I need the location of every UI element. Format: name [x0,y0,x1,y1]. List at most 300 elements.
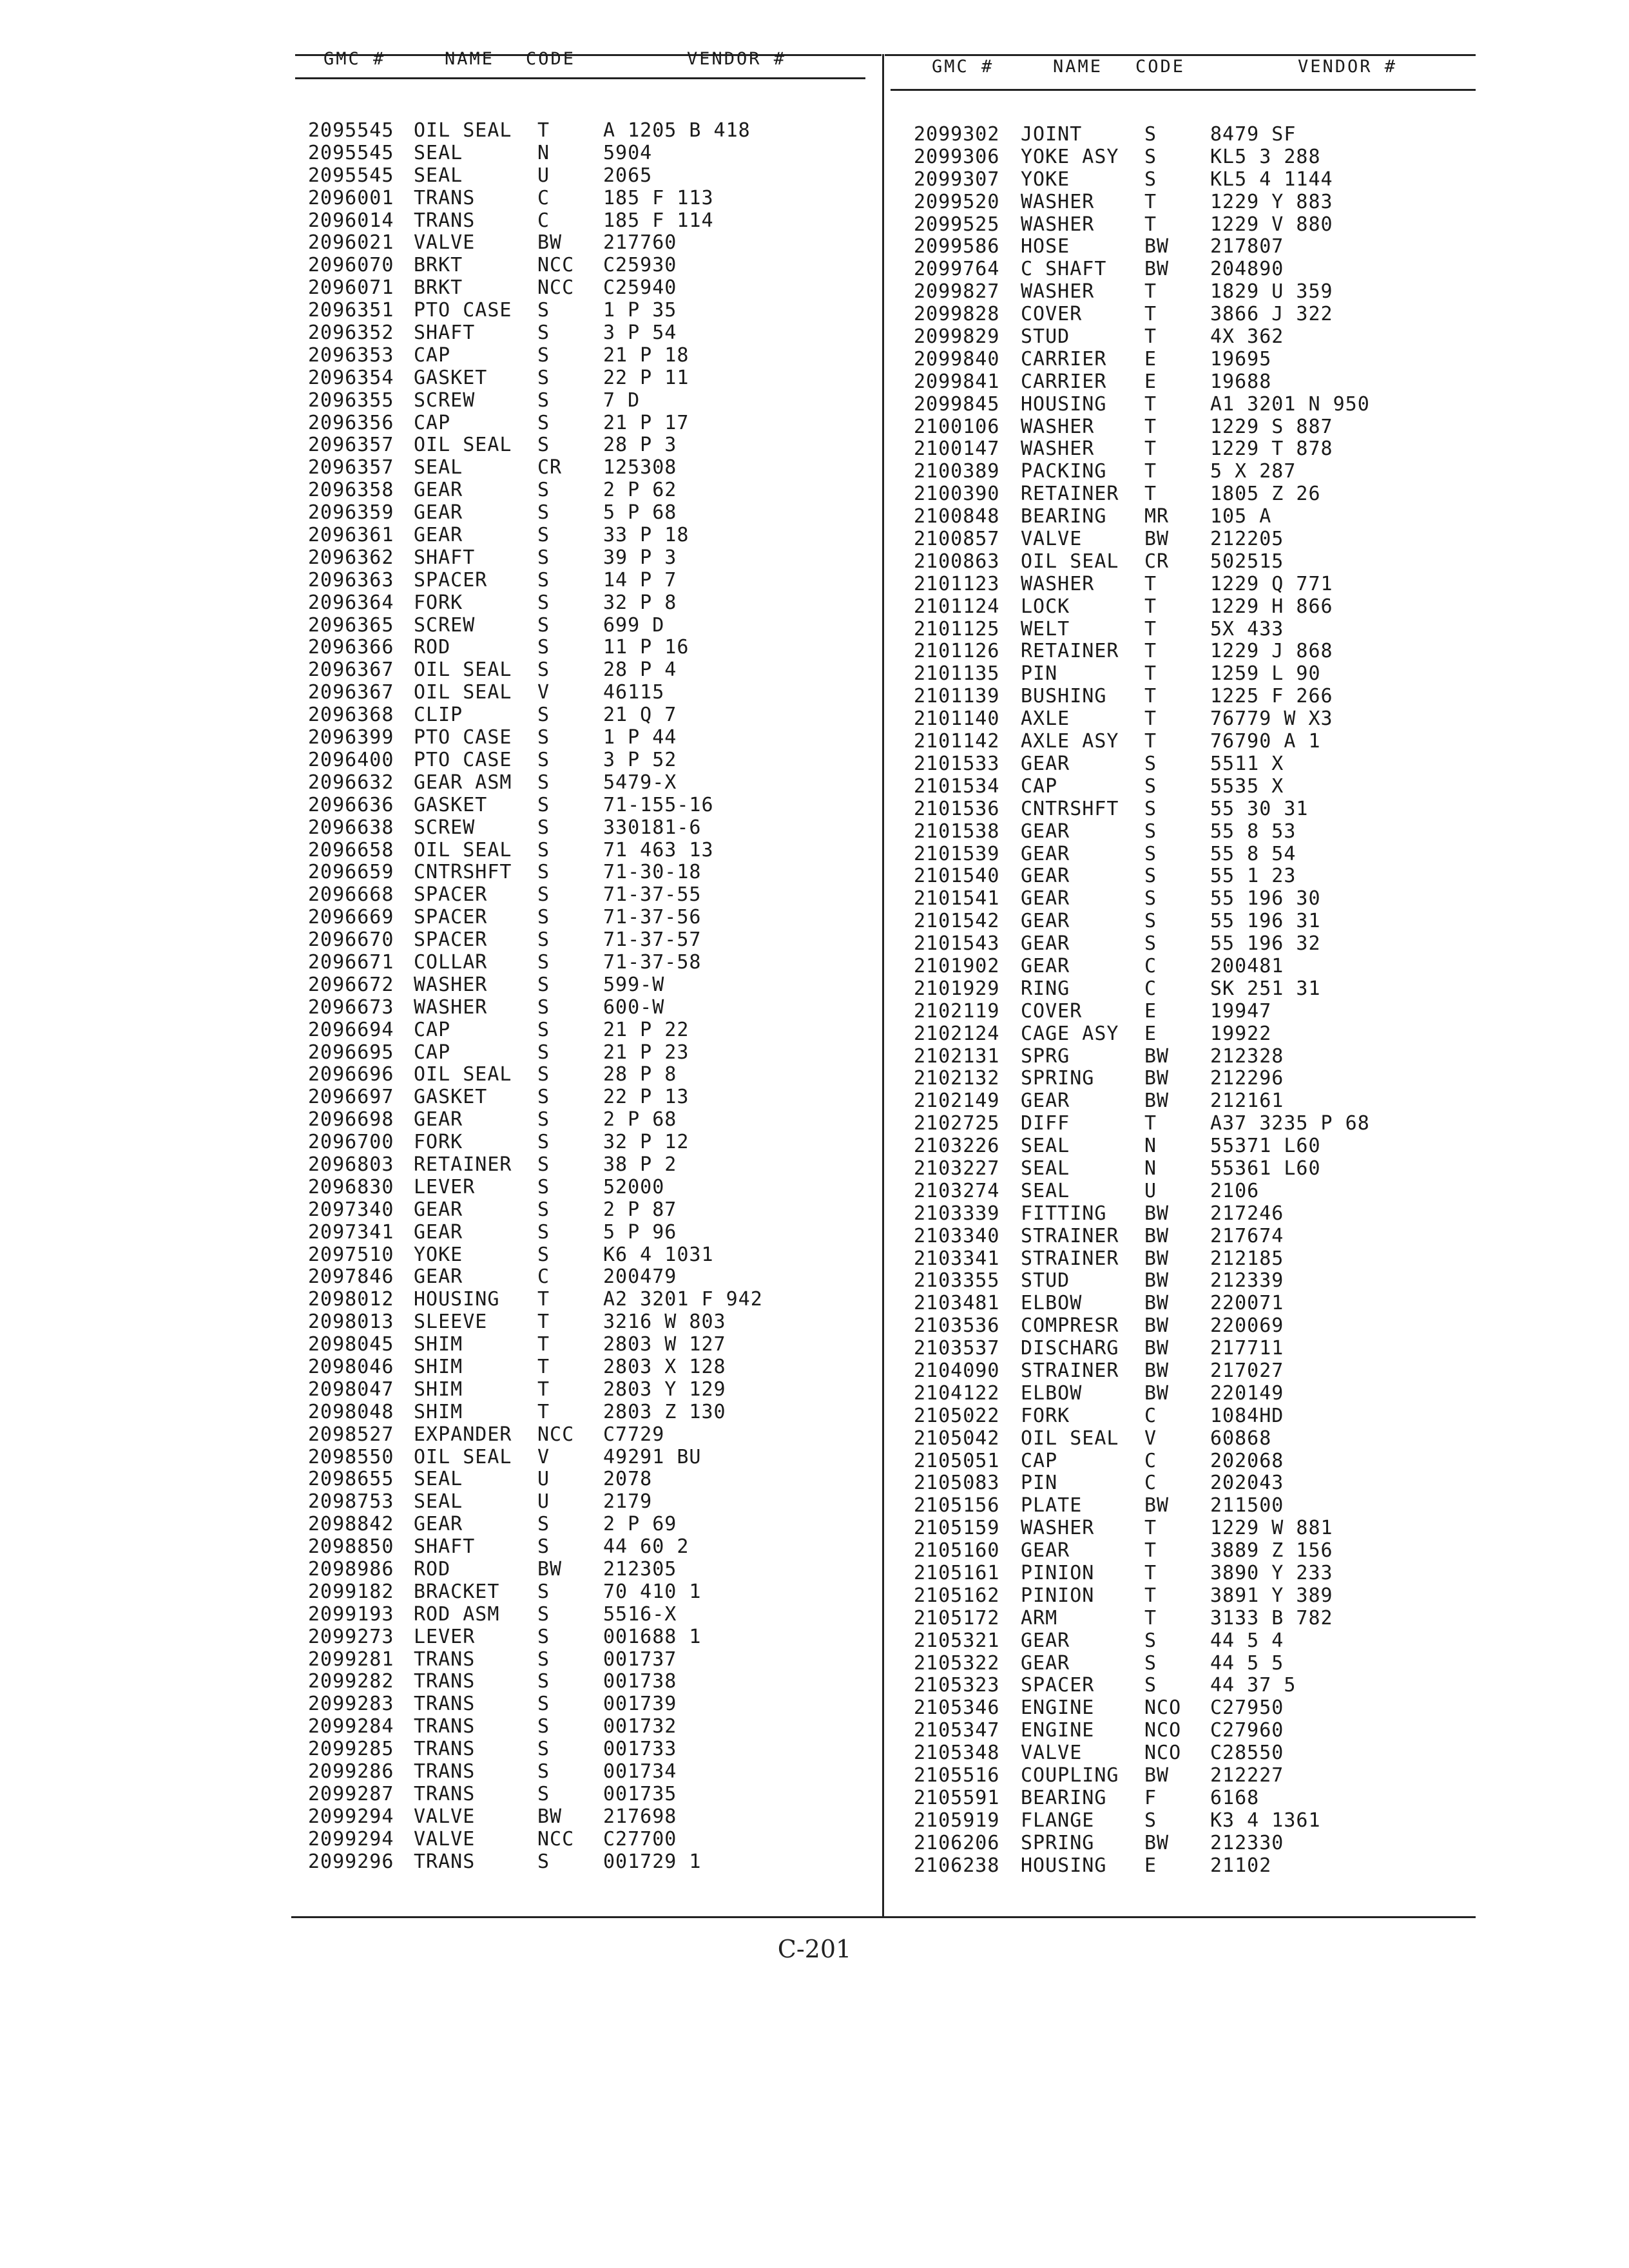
gmc-number: 2096803 [308,1153,394,1176]
vendor-code: BW [1144,1764,1170,1787]
vendor-number: 001688 1 [603,1625,702,1648]
vendor-number: 212185 [1210,1247,1284,1270]
vendor-code: S [537,1693,550,1716]
part-name: PTO CASE [414,726,512,749]
part-name: SHIM [414,1333,463,1356]
vendor-code: BW [1144,1292,1170,1315]
vendor-number: 185 F 114 [603,209,714,232]
vendor-code: S [537,322,550,345]
vendor-number: C25930 [603,254,677,277]
vendor-code: T [1144,325,1157,349]
vendor-code: S [1144,842,1157,865]
part-name: GEAR [414,1220,463,1244]
vendor-number: 185 F 113 [603,186,714,209]
gmc-number: 2105159 [914,1517,1000,1540]
gmc-number: 2098046 [308,1355,394,1378]
vendor-number: 599-W [603,973,665,996]
gmc-number: 2096659 [308,861,394,884]
part-name: COLLAR [414,950,488,974]
vendor-number: 2803 Y 129 [603,1378,726,1401]
vendor-code: S [537,995,550,1019]
vendor-code: S [537,1086,550,1109]
vendor-number: 3216 W 803 [603,1311,726,1334]
gmc-number: 2103537 [914,1337,1000,1360]
gmc-number: 2096070 [308,254,394,277]
vendor-number: 71-37-56 [603,906,702,929]
vendor-code: BW [1144,1044,1170,1068]
vendor-number: 71 463 13 [603,838,714,861]
part-name: DIFF [1021,1112,1070,1135]
vendor-number: 21 Q 7 [603,704,677,727]
part-name: FLANGE [1021,1809,1095,1832]
part-name: WASHER [414,995,488,1019]
vendor-code: S [1144,797,1157,820]
vendor-number: 21 P 18 [603,343,689,367]
gmc-number: 2096697 [308,1086,394,1109]
vendor-code: BW [537,1558,563,1581]
part-name: COVER [1021,303,1083,326]
vendor-number: 19922 [1210,1022,1272,1045]
vendor-number: 001737 [603,1648,677,1671]
gmc-number: 2105172 [914,1606,1000,1629]
part-name: TRANS [414,1670,476,1693]
vendor-code: S [537,434,550,457]
part-name: ENGINE [1021,1696,1095,1720]
part-name: RETAINER [1021,483,1119,506]
vendor-code: S [537,1715,550,1738]
part-name: SCREW [414,389,476,412]
vendor-code: T [1144,1517,1157,1540]
part-name: STRAINER [1021,1224,1119,1247]
part-name: GASKET [414,1086,488,1109]
part-name: WASHER [1021,572,1095,595]
part-name: SEAL [414,1490,463,1514]
gmc-number: 2103227 [914,1157,1000,1180]
gmc-number: 2099827 [914,280,1000,303]
gmc-number: 2096071 [308,276,394,300]
vendor-code: BW [1144,1247,1170,1270]
part-name: SPACER [414,906,488,929]
gmc-number: 2099841 [914,370,1000,393]
gmc-number: 2096673 [308,995,394,1019]
vendor-number: 44 37 5 [1210,1674,1296,1697]
part-name: GASKET [414,793,488,816]
gmc-number: 2100389 [914,460,1000,483]
gmc-number: 2099283 [308,1693,394,1716]
gmc-number: 2096366 [308,636,394,659]
vendor-number: 2 P 87 [603,1198,677,1221]
vendor-code: BW [537,1805,563,1828]
gmc-number: 2105348 [914,1742,1000,1765]
gmc-number: 2105162 [914,1584,1000,1607]
column-divider [882,54,884,1917]
vendor-number: 5511 X [1210,752,1284,775]
vendor-number: 1229 V 880 [1210,213,1333,236]
part-name: CAP [414,343,451,367]
vendor-number: 200481 [1210,954,1284,977]
vendor-code: C [1144,1472,1157,1495]
vendor-number: 220149 [1210,1381,1284,1405]
gmc-number: 2101140 [914,707,1000,731]
vendor-number: 19695 [1210,347,1272,370]
vendor-code: S [537,1760,550,1783]
vendor-number: 212296 [1210,1067,1284,1090]
gmc-number: 2096658 [308,838,394,861]
vendor-number: C28550 [1210,1742,1284,1765]
vendor-number: C27700 [603,1827,677,1850]
part-name: ELBOW [1021,1292,1083,1315]
header-name: NAME [1053,57,1103,77]
vendor-number: 8479 SF [1210,123,1296,146]
vendor-number: 1805 Z 26 [1210,483,1321,506]
part-name: PIN [1021,1472,1058,1495]
part-name: FITTING [1021,1202,1107,1225]
part-name: SHAFT [414,546,476,569]
gmc-number: 2096357 [308,434,394,457]
vendor-number: 600-W [603,995,665,1019]
gmc-number: 2103226 [914,1135,1000,1158]
part-name: CAP [1021,1449,1058,1472]
gmc-number: 2105322 [914,1651,1000,1675]
part-name: SEAL [414,164,463,187]
gmc-number: 2096700 [308,1131,394,1154]
part-name: VALVE [1021,528,1083,551]
gmc-number: 2098842 [308,1513,394,1536]
vendor-number: 22 P 11 [603,366,689,389]
gmc-number: 2101142 [914,730,1000,753]
part-name: GEAR [1021,1629,1070,1652]
part-name: ROD [414,1558,451,1581]
vendor-code: S [537,1513,550,1536]
gmc-number: 2105591 [914,1786,1000,1809]
vendor-number: 5479-X [603,771,677,794]
vendor-code: S [537,1175,550,1198]
vendor-code: S [537,726,550,749]
header-gmc: GMC # [323,49,386,69]
vendor-code: T [1144,303,1157,326]
gmc-number: 2105022 [914,1404,1000,1427]
vendor-number: 3866 J 322 [1210,303,1333,326]
gmc-number: 2099294 [308,1827,394,1850]
part-name: SHIM [414,1400,463,1423]
vendor-number: 4X 362 [1210,325,1284,349]
gmc-number: 2104090 [914,1359,1000,1382]
part-name: PINION [1021,1562,1095,1584]
vendor-code: S [537,1018,550,1041]
vendor-code: S [1144,168,1157,191]
part-name: SCREW [414,613,476,637]
vendor-number: 1229 S 887 [1210,415,1333,438]
vendor-number: A2 3201 F 942 [603,1288,763,1311]
gmc-number: 2096352 [308,322,394,345]
vendor-number: 71-155-16 [603,793,714,816]
vendor-number: 52000 [603,1175,665,1198]
part-name: SLEEVE [414,1311,488,1334]
gmc-number: 2099586 [914,235,1000,258]
part-name: LEVER [414,1625,476,1648]
vendor-code: T [1144,1539,1157,1562]
vendor-code: S [537,1198,550,1221]
vendor-number: 71-30-18 [603,861,702,884]
vendor-number: 71-37-57 [603,928,702,952]
part-name: CARRIER [1021,347,1107,370]
part-name: CAP [414,1018,451,1041]
part-name: OIL SEAL [414,838,512,861]
vendor-number: 2803 W 127 [603,1333,726,1356]
vendor-number: C27960 [1210,1719,1284,1742]
gmc-number: 2096358 [308,479,394,502]
vendor-number: K6 4 1031 [603,1243,714,1266]
vendor-number: 2803 Z 130 [603,1400,726,1423]
vendor-number: 33 P 18 [603,524,689,547]
part-name: WASHER [414,973,488,996]
vendor-number: 2 P 68 [603,1108,677,1131]
vendor-number: 28 P 8 [603,1063,677,1086]
vendor-number: 70 410 1 [603,1580,702,1603]
vendor-code: S [537,748,550,771]
gmc-number: 2101542 [914,910,1000,933]
part-name: SEAL [414,1468,463,1491]
header-underline-left [295,77,865,79]
vendor-code: S [537,1131,550,1154]
part-name: WASHER [1021,1517,1095,1540]
vendor-number: 44 5 5 [1210,1651,1284,1675]
part-name: YOKE ASY [1021,145,1119,168]
vendor-code: S [537,343,550,367]
vendor-number: 699 D [603,613,665,637]
gmc-number: 2096400 [308,748,394,771]
vendor-number: 1084HD [1210,1404,1284,1427]
vendor-code: N [1144,1135,1157,1158]
vendor-number: 21 P 23 [603,1041,689,1064]
vendor-number: 5516-X [603,1602,677,1626]
part-name: C SHAFT [1021,258,1107,281]
gmc-number: 2099845 [914,392,1000,416]
gmc-number: 2096669 [308,906,394,929]
header-name: NAME [445,49,495,69]
vendor-code: T [537,119,550,142]
gmc-number: 2105051 [914,1449,1000,1472]
gmc-number: 2105156 [914,1494,1000,1517]
vendor-code: V [537,1445,550,1468]
gmc-number: 2097510 [308,1243,394,1266]
vendor-code: S [537,1153,550,1176]
vendor-number: 5 P 96 [603,1220,677,1244]
part-name: WELT [1021,617,1070,640]
vendor-number: 55 196 31 [1210,910,1321,933]
part-name: TRANS [414,1782,476,1805]
vendor-code: C [1144,954,1157,977]
vendor-code: S [537,861,550,884]
vendor-code: S [1144,820,1157,843]
vendor-code: T [1144,1584,1157,1607]
gmc-number: 2105323 [914,1674,1000,1697]
vendor-number: 3889 Z 156 [1210,1539,1333,1562]
part-name: ELBOW [1021,1381,1083,1405]
vendor-code: T [1144,190,1157,213]
part-name: BEARING [1021,1786,1107,1809]
gmc-number: 2105161 [914,1562,1000,1584]
vendor-number: KL5 4 1144 [1210,168,1333,191]
vendor-code: S [1144,887,1157,910]
part-name: SPACER [414,928,488,952]
vendor-number: 204890 [1210,258,1284,281]
vendor-number: 55371 L60 [1210,1135,1321,1158]
vendor-code: S [1144,1651,1157,1675]
gmc-number: 2098047 [308,1378,394,1401]
vendor-code: T [1144,662,1157,686]
part-name: OIL SEAL [1021,550,1119,573]
gmc-number: 2103274 [914,1179,1000,1202]
gmc-number: 2098013 [308,1311,394,1334]
vendor-number: 39 P 3 [603,546,677,569]
vendor-number: C27950 [1210,1696,1284,1720]
gmc-number: 2100106 [914,415,1000,438]
gmc-number: 2101902 [914,954,1000,977]
gmc-number: 2103536 [914,1314,1000,1338]
gmc-number: 2096361 [308,524,394,547]
vendor-code: T [537,1378,550,1401]
vendor-code: BW [1144,1337,1170,1360]
gmc-number: 2099306 [914,145,1000,168]
vendor-code: T [537,1333,550,1356]
vendor-number: 217027 [1210,1359,1284,1382]
vendor-code: S [537,1602,550,1626]
part-name: RETAINER [414,1153,512,1176]
vendor-number: 49291 BU [603,1445,702,1468]
part-name: FORK [414,591,463,614]
part-name: PTO CASE [414,299,512,322]
vendor-number: 32 P 8 [603,591,677,614]
gmc-number: 2101534 [914,774,1000,798]
vendor-number: 2106 [1210,1179,1260,1202]
part-name: FORK [414,1131,463,1154]
gmc-number: 2096359 [308,501,394,524]
part-name: STRAINER [1021,1359,1119,1382]
part-name: WASHER [1021,437,1095,461]
vendor-number: 217711 [1210,1337,1284,1360]
gmc-number: 2099307 [914,168,1000,191]
part-name: WASHER [1021,415,1095,438]
part-name: HOSE [1021,235,1070,258]
gmc-number: 2098045 [308,1333,394,1356]
gmc-number: 2103355 [914,1269,1000,1293]
part-name: SEAL [414,456,463,479]
gmc-number: 2101539 [914,842,1000,865]
part-name: ROD [414,636,451,659]
part-name: SPRG [1021,1044,1070,1068]
vendor-number: 55 1 23 [1210,865,1296,888]
part-name: CARRIER [1021,370,1107,393]
part-name: CAP [414,411,451,434]
part-name: GEAR [414,479,463,502]
vendor-number: 1229 J 868 [1210,640,1333,663]
part-name: GEAR [1021,865,1070,888]
vendor-number: 125308 [603,456,677,479]
vendor-code: E [1144,370,1157,393]
vendor-number: 001732 [603,1715,677,1738]
gmc-number: 2095545 [308,141,394,164]
gmc-number: 2102132 [914,1067,1000,1090]
vendor-code: BW [1144,1381,1170,1405]
part-name: LOCK [1021,595,1070,618]
vendor-number: 71-37-55 [603,883,702,907]
gmc-number: 2100857 [914,528,1000,551]
vendor-code: N [1144,1157,1157,1180]
vendor-code: S [537,1063,550,1086]
vendor-code: NCC [537,276,575,300]
part-name: GEAR [1021,910,1070,933]
vendor-code: C [537,1265,550,1289]
vendor-code: S [537,1243,550,1266]
part-name: PINION [1021,1584,1095,1607]
vendor-number: 1229 Q 771 [1210,572,1333,595]
vendor-code: S [537,636,550,659]
vendor-number: 212339 [1210,1269,1284,1293]
gmc-number: 2098527 [308,1423,394,1446]
vendor-number: 202043 [1210,1472,1284,1495]
part-name: BRKT [414,276,463,300]
vendor-number: K3 4 1361 [1210,1809,1321,1832]
vendor-number: 1229 H 866 [1210,595,1333,618]
part-name: TRANS [414,209,476,232]
gmc-number: 2106206 [914,1831,1000,1854]
part-name: TRANS [414,1738,476,1761]
vendor-code: S [1144,1629,1157,1652]
gmc-number: 2098048 [308,1400,394,1423]
vendor-code: S [537,1625,550,1648]
gmc-number: 2101124 [914,595,1000,618]
part-name: TRANS [414,1693,476,1716]
gmc-number: 2106238 [914,1854,1000,1877]
vendor-number: 3890 Y 233 [1210,1562,1333,1584]
vendor-code: S [537,299,550,322]
vendor-number: 55 30 31 [1210,797,1309,820]
vendor-number: 21 P 22 [603,1018,689,1041]
vendor-code: T [1144,685,1157,708]
vendor-number: 001733 [603,1738,677,1761]
gmc-number: 2096632 [308,771,394,794]
gmc-number: 2099294 [308,1805,394,1828]
gmc-number: 2096670 [308,928,394,952]
vendor-code: S [537,524,550,547]
part-name: RING [1021,977,1070,1000]
part-name: SEAL [1021,1135,1070,1158]
gmc-number: 2102124 [914,1022,1000,1045]
vendor-number: 2 P 62 [603,479,677,502]
gmc-number: 2096362 [308,546,394,569]
gmc-number: 2105160 [914,1539,1000,1562]
part-name: OIL SEAL [1021,1427,1119,1450]
part-name: GEAR [1021,842,1070,865]
gmc-number: 2096357 [308,456,394,479]
part-name: YOKE [1021,168,1070,191]
part-name: SEAL [1021,1179,1070,1202]
part-name: VALVE [1021,1742,1083,1765]
gmc-number: 2105042 [914,1427,1000,1450]
gmc-number: 2101929 [914,977,1000,1000]
part-name: SCREW [414,816,476,839]
gmc-number: 2103481 [914,1292,1000,1315]
vendor-number: C7729 [603,1423,665,1446]
vendor-code: S [537,1850,550,1873]
vendor-number: 2078 [603,1468,653,1491]
gmc-number: 2099285 [308,1738,394,1761]
vendor-number: 217760 [603,231,677,255]
gmc-number: 2096830 [308,1175,394,1198]
part-name: SHAFT [414,1535,476,1559]
vendor-number: 1229 T 878 [1210,437,1333,461]
